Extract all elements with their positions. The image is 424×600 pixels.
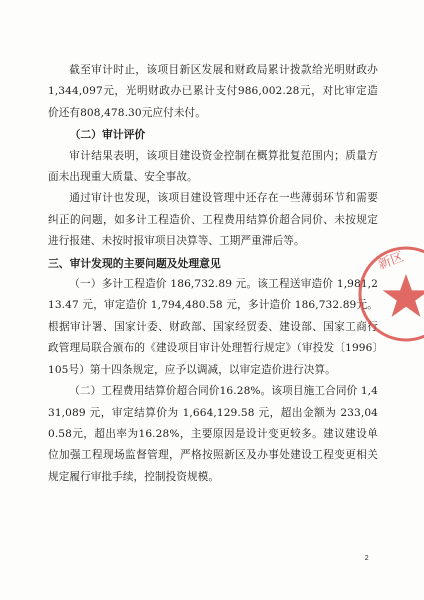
heading-audit-evaluation: （二）审计评价 — [69, 128, 146, 142]
paragraph-overstated-cost: （一）多计工程造价 186,732.89 元。该工程送审造价 1,981,213.47 元，审定造价 1,794,480.58 元，多计造价 186,732.89元。根据审计署、国家计委、财政部、国家经贸委、建设部、国家工商行政管理局联合颁布的《建设项目审计处理暂行规定》（审投发〔1996〕105号）第十四条规定，应予以调减，以审定造价进行决算。 — [48, 278, 378, 376]
heading-main-issues: 三、审计发现的主要问题及处理意见 — [48, 256, 221, 270]
official-seal-stamp — [356, 244, 424, 344]
document-body — [48, 60, 378, 488]
seal-text: 新区 — [376, 249, 406, 273]
page-number: 2 — [364, 554, 369, 562]
paragraph-audit-findings: 通过审计也发现，该项目建设管理中还存在一些薄弱环节和需要纠正的问题，如多计工程造价、工程费用结算价超合同价、未按规定进行报建、未按时报审项目决算等、工期严重滞后等。 — [48, 192, 378, 248]
paragraph-audit-result: 审计结果表明，该项目建设资金控制在概算批复范围内；质量方面未出现重大质量、安全事故。 — [48, 149, 378, 184]
paragraph-cost-overrun: （二）工程费用结算价超合同价16.28%。该项目施工合同价 1,431,089 元，审定结算价为 1,664,129.58 元，超出金额为 233,040.58元，超出率为16.28%，主要原因是设计变更较多。建议建设单位加强工程现场监督管理，严格按照新区及办事处建设工程变更相关规定履行审批手续，控制投资规模。 — [48, 385, 378, 483]
seal-star-icon — [383, 274, 424, 317]
paragraph-funding-status: 截至审计时止，该项目新区发展和财政局累计拨款给光明财政办1,344,097元，光明财政办已累计支付986,002.28元，对比审定造价还有808,478.30元应付未付。 — [48, 64, 378, 119]
